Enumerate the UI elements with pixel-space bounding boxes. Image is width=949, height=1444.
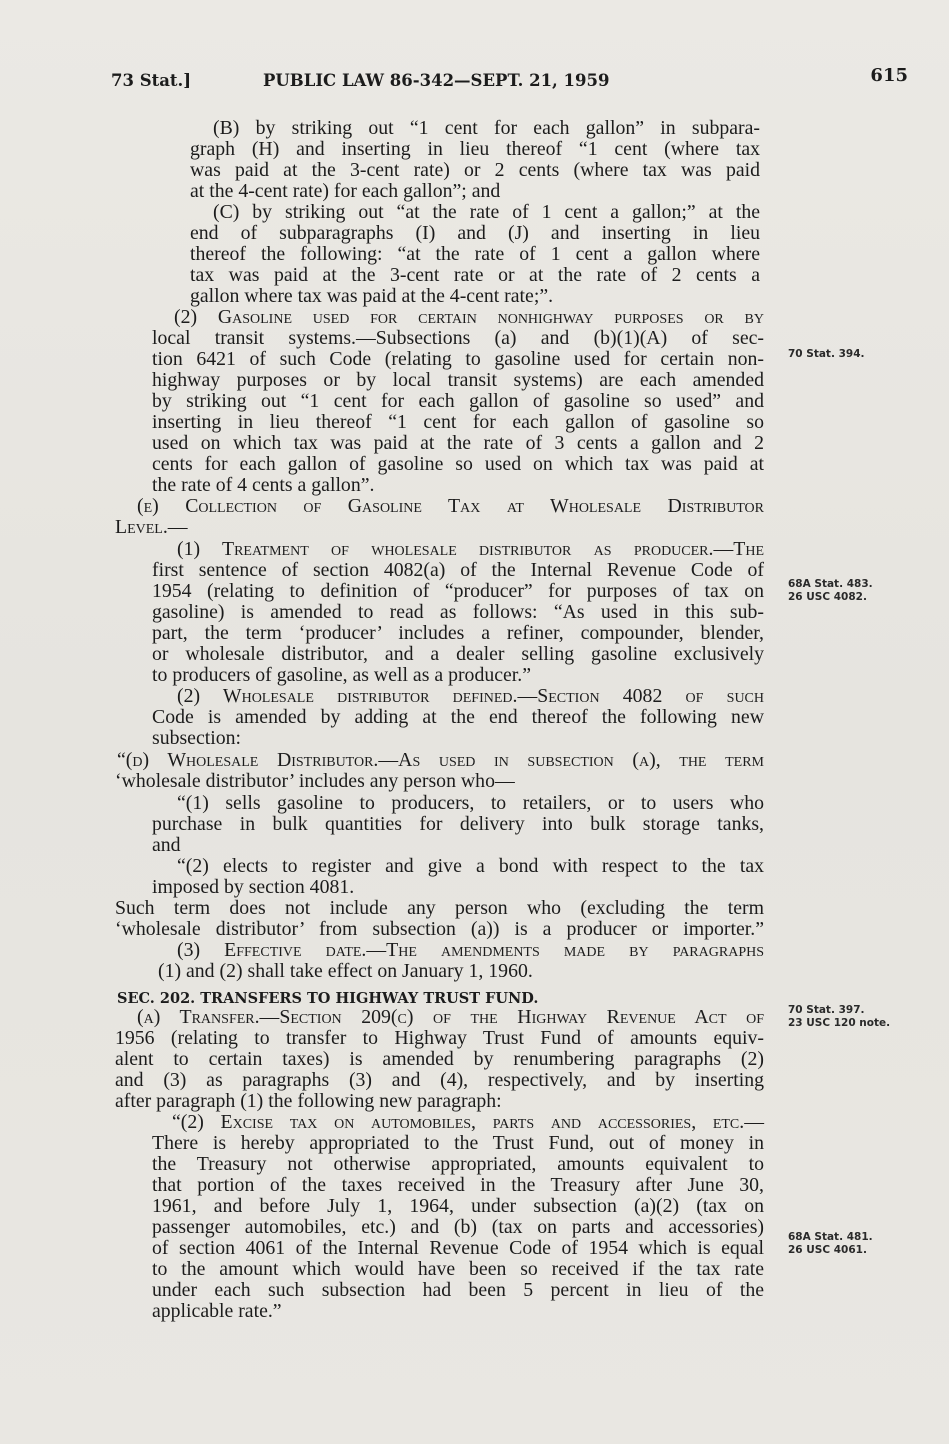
page-number: 615 — [870, 65, 908, 86]
text-line: ‘wholesale distributor’ from subsection (a)) is a producer or importer.” — [115, 918, 764, 940]
text-line: local transit systems.—Subsections (a) and (b)(1)(A) of sec- — [152, 327, 764, 349]
margin-note: 26 USC 4082. — [788, 591, 867, 603]
text-line: “(2) Excise tax on automobiles, parts and accessories, etc.— — [172, 1111, 764, 1133]
text-line: Level.— — [115, 516, 188, 538]
text-line: to producers of gasoline, as well as a producer.” — [152, 664, 532, 686]
text-line: by striking out “1 cent for each gallon of gasoline so used” and — [152, 390, 764, 412]
volume-citation: 73 Stat.] — [111, 71, 192, 90]
margin-note: 68A Stat. 483. — [788, 578, 873, 590]
text-line: tax was paid at the 3-cent rate or at the rate of 2 cents a — [190, 264, 760, 286]
text-line: and (3) as paragraphs (3) and (4), respectively, and by inserting — [115, 1069, 764, 1091]
text-line: Such term does not include any person who (excluding the term — [115, 897, 764, 919]
text-line: under each such subsection had been 5 percent in lieu of the — [152, 1279, 764, 1301]
text-line: “(2) elects to register and give a bond with respect to the tax — [177, 855, 764, 877]
text-line: after paragraph (1) the following new paragraph: — [115, 1090, 502, 1112]
text-line: thereof the following: “at the rate of 1 cent a gallon where — [190, 243, 760, 265]
text-line: tion 6421 of such Code (relating to gasoline used for certain non- — [152, 348, 764, 370]
text-line: (a) Transfer.—Section 209(c) of the Highway Revenue Act of — [137, 1006, 764, 1028]
text-line: 1956 (relating to transfer to Highway Trust Fund of amounts equiv- — [115, 1027, 764, 1049]
text-line: inserting in lieu thereof “1 cent for each gallon of gasoline so — [152, 411, 764, 433]
text-line: (3) Effective date.—The amendments made by paragraphs — [177, 939, 764, 961]
text-line: of section 4061 of the Internal Revenue Code of 1954 which is equal — [152, 1237, 764, 1259]
text-line: that portion of the taxes received in the Treasury after June 30, — [152, 1174, 764, 1196]
margin-note: 23 USC 120 note. — [788, 1017, 891, 1029]
text-line: passenger automobiles, etc.) and (b) (tax on parts and accessories) — [152, 1216, 764, 1238]
text-line: subsection: — [152, 727, 242, 749]
text-line: was paid at the 3-cent rate) or 2 cents (where tax was paid — [190, 159, 760, 181]
text-line: 1961, and before July 1, 1964, under subsection (a)(2) (tax on — [152, 1195, 764, 1217]
text-line: (2) Wholesale distributor defined.—Section 4082 of such — [177, 685, 764, 707]
text-line: applicable rate.” — [152, 1300, 282, 1322]
text-line: cents for each gallon of gasoline so used on which tax was paid at — [152, 453, 764, 475]
text-line: part, the term ‘producer’ includes a refiner, compounder, blender, — [152, 622, 764, 644]
text-line: 1954 (relating to definition of “producer” for purposes of tax on — [152, 580, 764, 602]
text-line: or wholesale distributor, and a dealer selling gasoline exclusively — [152, 643, 764, 665]
text-line: (e) Collection of Gasoline Tax at Wholesale Distributor — [137, 495, 764, 517]
text-line: graph (H) and inserting in lieu thereof “1 cent (where tax — [190, 138, 760, 160]
margin-note: 26 USC 4061. — [788, 1244, 867, 1256]
running-title: PUBLIC LAW 86-342—SEPT. 21, 1959 — [263, 71, 610, 90]
text-line: at the 4-cent rate) for each gallon”; and — [190, 180, 501, 202]
margin-note: 68A Stat. 481. — [788, 1231, 873, 1243]
text-line: first sentence of section 4082(a) of the Internal Revenue Code of — [152, 559, 764, 581]
text-line: and — [152, 834, 181, 856]
text-line: “(d) Wholesale Distributor.—As used in subsection (a), the term — [117, 749, 764, 771]
text-line: to the amount which would have been so received if the tax rate — [152, 1258, 764, 1280]
text-line: “(1) sells gasoline to producers, to retailers, or to users who — [177, 792, 764, 814]
text-line: ‘wholesale distributor’ includes any person who— — [115, 770, 515, 792]
text-line: the Treasury not otherwise appropriated, amounts equivalent to — [152, 1153, 764, 1175]
text-line: (1) and (2) shall take effect on January 1, 1960. — [158, 960, 533, 982]
text-line: (1) Treatment of wholesale distributor as producer.—The — [177, 538, 764, 560]
text-line: There is hereby appropriated to the Trust Fund, out of money in — [152, 1132, 764, 1154]
text-line: (2) Gasoline used for certain nonhighway purposes or by — [174, 306, 764, 328]
text-line: end of subparagraphs (I) and (J) and inserting in lieu — [190, 222, 760, 244]
text-line: (C) by striking out “at the rate of 1 cent a gallon;” at the — [213, 201, 760, 223]
text-line: (B) by striking out “1 cent for each gallon” in subpara- — [213, 117, 760, 139]
text-line: used on which tax was paid at the rate of 3 cents a gallon and 2 — [152, 432, 764, 454]
text-line: highway purposes or by local transit systems) are each amended — [152, 369, 764, 391]
text-line: Code is amended by adding at the end thereof the following new — [152, 706, 764, 728]
text-line: gallon where tax was paid at the 4-cent rate;”. — [190, 285, 554, 307]
margin-note: 70 Stat. 397. — [788, 1004, 865, 1016]
text-line: gasoline) is amended to read as follows: “As used in this sub- — [152, 601, 764, 623]
text-line: purchase in bulk quantities for delivery into bulk storage tanks, — [152, 813, 764, 835]
text-line: the rate of 4 cents a gallon”. — [152, 474, 375, 496]
section-heading: SEC. 202. TRANSFERS TO HIGHWAY TRUST FUND. — [117, 990, 539, 1007]
text-line: alent to certain taxes) is amended by renumbering paragraphs (2) — [115, 1048, 764, 1070]
text-line: imposed by section 4081. — [152, 876, 355, 898]
margin-note: 70 Stat. 394. — [788, 348, 865, 360]
